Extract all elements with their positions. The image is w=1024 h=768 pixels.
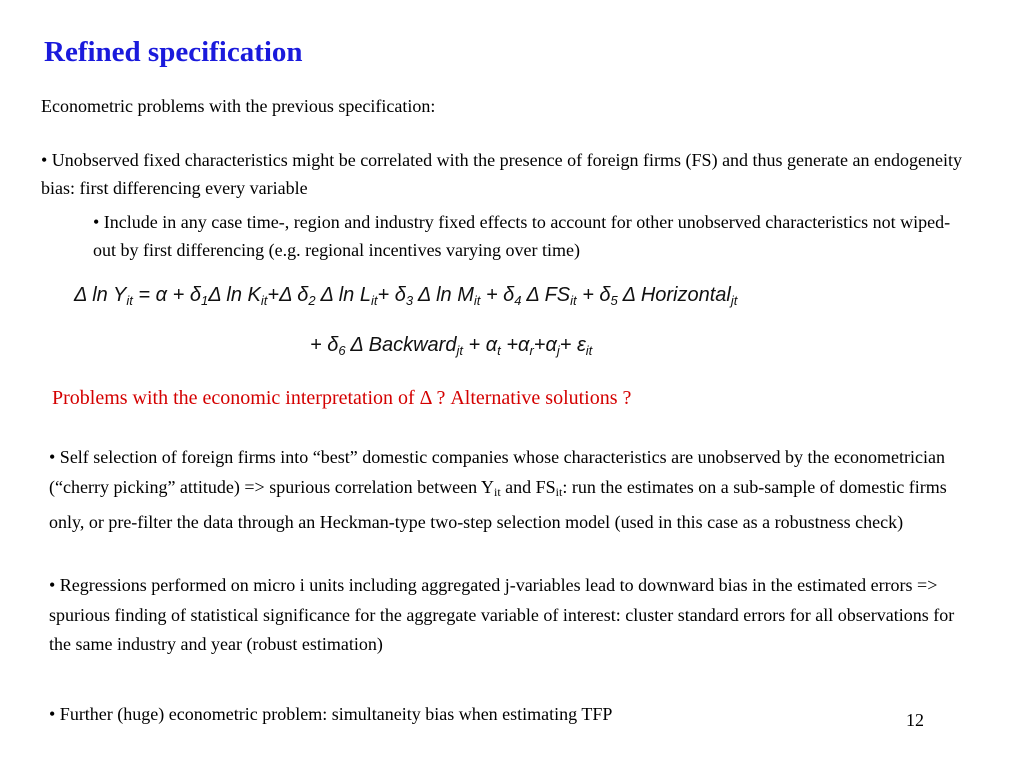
equation-subscript: 6 — [338, 343, 346, 358]
equation-subscript: jt — [456, 343, 463, 358]
bullet-simultaneity: • Further (huge) econometric problem: simultaneity bias when estimating TFP — [49, 704, 613, 724]
bullet-self-selection-part1: • Self selection of foreign firms into “best” domestic companies whose characteristics are unobserved by the econometrician (“cherry picking” attitude) => spurious correlation between Y — [49, 447, 945, 497]
equation-subscript: it — [126, 293, 133, 308]
intro-text: Econometric problems with the previous specification: — [41, 96, 436, 116]
equation-line-1-text: Δ $\ln Y_{it} = \alpha + \delta_1\Delta$ $\ln K_{it}+\Delta$ $\delta_2$ Δ $\ln L_{it}+ \delta_3$ Δ $\ln M_{it} + \delta_4$ Δ $FS_{it} + \delta_5$ Δ Horizontal$_{jt}$ — [74, 284, 738, 308]
bullet-clustered-errors: • Regressions performed on micro i units including aggregated j-variables lead to downward bias in the estimated errors => spurious finding of statistical significance for the aggregate variable of interest: cluster standard errors for all observations for the same industry and year (robust estimation) — [49, 575, 955, 654]
equation-subscript: 3 — [405, 293, 414, 308]
equation-subscript: 4 — [514, 293, 522, 308]
slide-title: Refined specification — [44, 36, 303, 68]
equation-subscript: it — [570, 293, 577, 308]
equation-subscript: 5 — [610, 293, 618, 308]
bullet-self-selection-part2: and FS — [500, 477, 556, 497]
subscript-it-2: it — [555, 485, 563, 499]
page-number: 12 — [906, 710, 924, 730]
equation-subscript: t — [497, 343, 501, 358]
problems-heading: Problems with the economic interpretation of Δ ? Alternative solutions ? — [52, 387, 632, 409]
equation-line-2-text: + $\delta_6$ Δ Backward$_{jt}$ + $\alpha_t +\alpha_r+\alpha_j+ \varepsilon_{it}$ — [310, 334, 593, 358]
equation-subscript: r — [529, 343, 534, 358]
equation-subscript: jt — [730, 293, 738, 308]
equation-subscript: it — [260, 293, 268, 308]
bullet-endogeneity: • Unobserved fixed characteristics might be correlated with the presence of foreign firms (FS) and thus generate an endogeneity bias: first differencing every variable — [41, 150, 962, 198]
equation-subscript: j — [556, 343, 560, 358]
equation-subscript: it — [473, 293, 481, 308]
bullet-self-selection-part3: : run the estimates on a sub-sample of domestic firms only, or pre-filter the data through an Heckman-type two-step selection model (used in this case as a robustness check) — [49, 477, 947, 532]
equation-line-1 — [74, 284, 737, 308]
equation-subscript: it — [370, 293, 378, 308]
bullet-self-selection — [49, 442, 979, 537]
subscript-it-1: it — [493, 485, 501, 499]
equation-subscript: 1 — [200, 293, 209, 308]
equation-subscript: 2 — [308, 293, 316, 308]
equation-line-2 — [310, 334, 592, 358]
equation-subscript: it — [585, 343, 593, 358]
sub-bullet-fixed-effects: • Include in any case time-, region and industry fixed effects to account for other unobserved characteristics not wiped-out by first differencing (e.g. regional incentives varying over time) — [93, 212, 951, 260]
